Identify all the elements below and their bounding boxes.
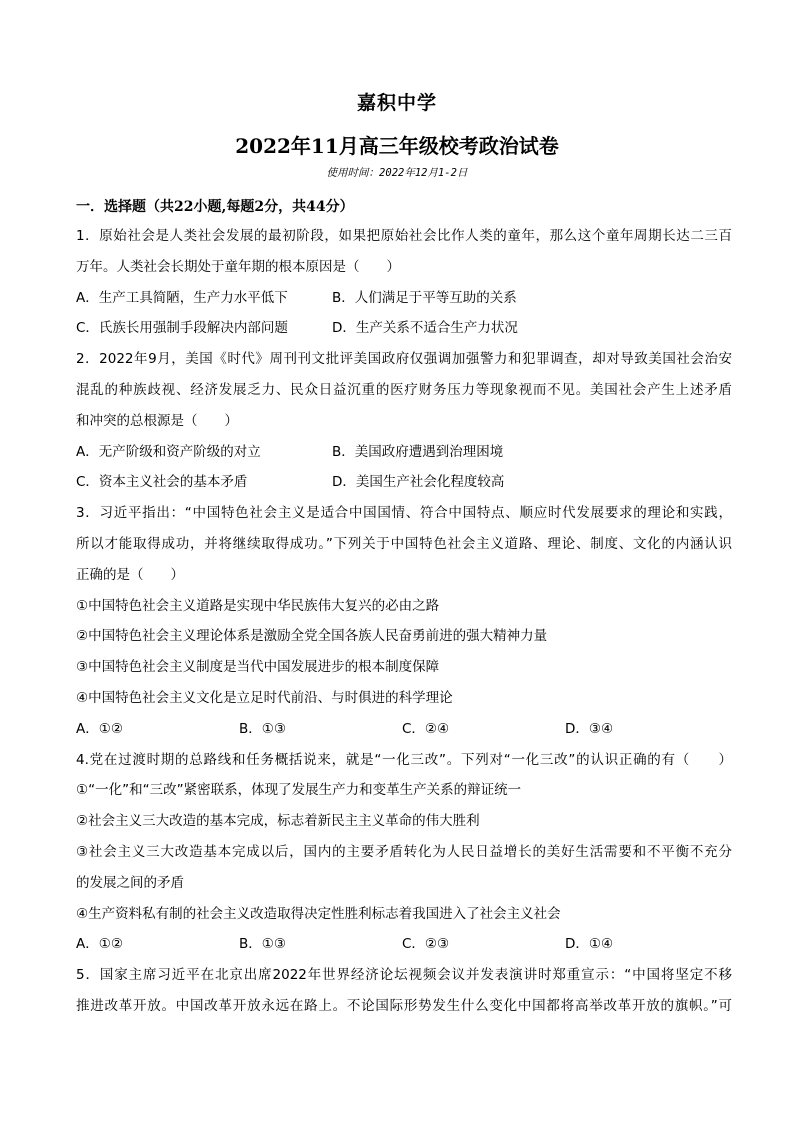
question-1-stem: 1．原始社会是人类社会发展的最初阶段，如果把原始社会比作人类的童年，那么这个童年周期长达二三百 [76, 228, 732, 244]
option-b: B．人们满足于平等互助的关系 [332, 289, 517, 306]
question-2-options [76, 471, 732, 493]
option-a: A．①② [76, 936, 123, 953]
option-a: A．生产工具简陋，生产力水平低下 [76, 289, 288, 306]
question-4-statement: ②社会主义三大改造的基本完成，标志着新民主主义革命的伟大胜利 [76, 813, 480, 830]
question-2-options [76, 441, 732, 463]
option-d: D．③④ [565, 720, 614, 737]
option-c: C．资本主义社会的基本矛盾 [76, 474, 248, 491]
question-1-options [76, 287, 732, 309]
option-a: A．无产阶级和资产阶级的对立 [76, 443, 261, 460]
option-d: D．生产关系不适合生产力状况 [332, 320, 518, 337]
question-1-options [76, 317, 732, 339]
option-c: C．氏族长用强制手段解决内部问题 [76, 320, 288, 337]
exam-content [76, 196, 732, 1026]
option-d: D．①④ [565, 936, 614, 953]
question-2-stem: 混乱的种族歧视、经济发展乏力、民众日益沉重的医疗财务压力等现象视而不见。美国社会产生上述矛盾 [76, 381, 732, 398]
option-b: B．①③ [239, 936, 286, 953]
question-3-stem: 所以才能取得成功，并将继续取得成功。”下列关于中国特色社会主义道路、理论、制度、文化的内涵认识 [76, 535, 732, 552]
option-c: C．②③ [402, 936, 450, 953]
section-title: 一．选择题（共22小题,每题2分，共44分） [76, 199, 354, 215]
question-5-stem: 5．国家主席习近平在北京出席2022年世界经济论坛视频会议并发表演讲时郑重宣示：“中国将坚定不移 [76, 967, 732, 984]
question-1-stem: 万年。人类社会长期处于童年期的根本原因是（ ） [76, 258, 400, 275]
question-3-stem: 正确的是（ ） [76, 566, 184, 583]
question-4-options [76, 933, 732, 955]
question-3-options [76, 718, 732, 740]
question-4-statement: ④生产资料私有制的社会主义改造取得决定性胜利标志着我国进入了社会主义社会 [76, 905, 561, 922]
question-4-statement: 的发展之间的矛盾 [76, 874, 184, 891]
question-3-statement: ②中国特色社会主义理论体系是激励全党全国各族人民奋勇前进的强大精神力量 [76, 628, 548, 645]
question-3-statement: ④中国特色社会主义文化是立足时代前沿、与时俱进的科学理论 [76, 689, 453, 706]
question-4-statement: ③社会主义三大改造基本完成以后，国内的主要矛盾转化为人民日益增长的美好生活需要和不平衡不充分 [76, 843, 732, 860]
option-d: D．美国生产社会化程度较高 [332, 474, 505, 491]
option-b: B．①③ [239, 720, 286, 737]
option-b: B．美国政府遭遇到治理困境 [332, 443, 504, 460]
question-4-statement: ①“一化”和“三改”紧密联系，体现了发展生产力和变革生产关系的辩证统一 [76, 782, 522, 799]
exam-title: 2022年11月高三年级校考政治试卷 [235, 134, 559, 158]
question-3-statement: ①中国特色社会主义道路是实现中华民族伟大复兴的必由之路 [76, 597, 440, 614]
use-time: 使用时间：2022年12月1-2日 [326, 167, 468, 179]
option-a: A．①② [76, 720, 123, 737]
question-3-statement: ③中国特色社会主义制度是当代中国发展进步的根本制度保障 [76, 659, 440, 676]
question-4-stem: 4.党在过渡时期的总路线和任务概括说来，就是“一化三改”。下列对“一化三改”的认识正确的有（ ） [76, 751, 732, 768]
school-name: 嘉积中学 [356, 92, 437, 114]
question-5-stem: 推进改革开放。中国改革开放永远在路上。不论国际形势发生什么变化中国都将高举改革开放的旗帜。”可 [76, 997, 732, 1014]
question-2-stem: 和冲突的总根源是（ ） [76, 412, 238, 429]
question-3-stem: 3．习近平指出：“中国特色社会主义是适合中国国情、符合中国特点、顺应时代发展要求的理论和实践， [76, 505, 732, 522]
option-c: C．②④ [402, 720, 450, 737]
question-2-stem: 2．2022年9月，美国《时代》周刊刊文批评美国政府仅强调加强警力和犯罪调查，却对导致美国社会治安 [76, 351, 732, 368]
